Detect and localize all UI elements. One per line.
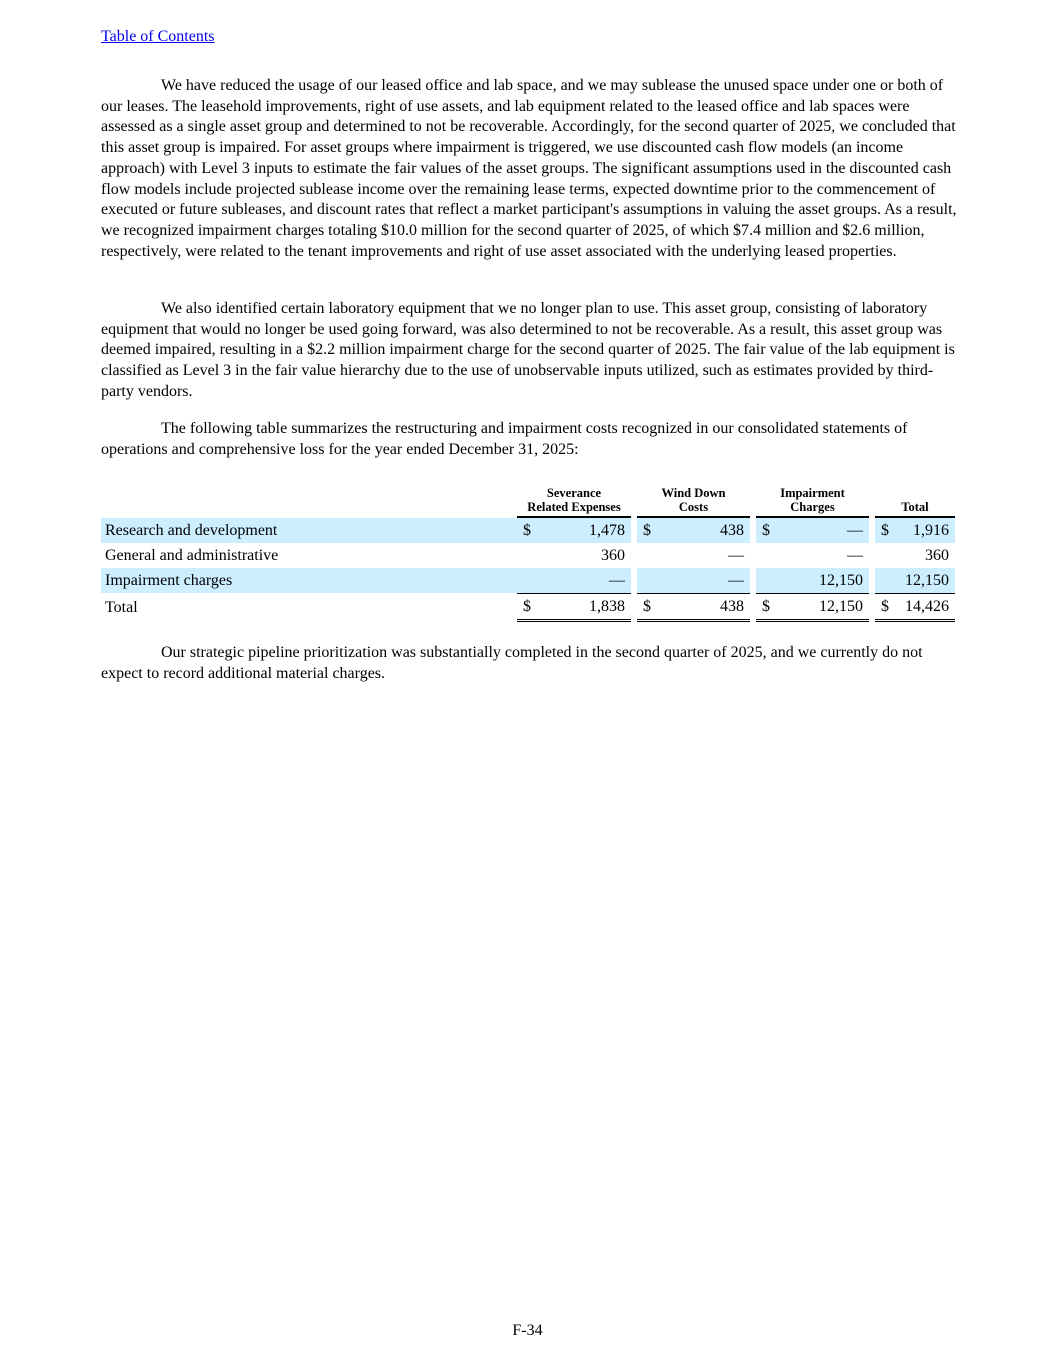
paragraph-lease-impairment bbox=[101, 76, 957, 262]
cell-impairment: — bbox=[847, 546, 863, 564]
currency-symbol bbox=[637, 543, 657, 568]
currency-symbol bbox=[875, 568, 895, 593]
cell-impairment: — bbox=[776, 518, 869, 543]
table-row-total bbox=[101, 593, 955, 622]
row-label: Impairment charges bbox=[101, 568, 517, 593]
column-header-impairment: Impairment Charges bbox=[756, 484, 869, 518]
currency-symbol: $ bbox=[637, 593, 657, 622]
cell-severance: — bbox=[537, 568, 631, 593]
cell-wind-down: — bbox=[657, 568, 750, 593]
currency-symbol: $ bbox=[637, 518, 657, 543]
cell-wind-down: 438 bbox=[657, 593, 750, 622]
currency-symbol: $ bbox=[517, 518, 537, 543]
cell-severance: 1,838 bbox=[537, 593, 631, 622]
currency-symbol: $ bbox=[875, 518, 895, 543]
restructuring-costs-table bbox=[101, 484, 955, 622]
currency-symbol bbox=[517, 543, 537, 568]
paragraph-text: We have reduced the usage of our leased office and lab space, and we may sublease the unused space under one or both of our leases. The leasehold improvements, right of use assets, and lab equipment related to the leased office and lab spaces were assessed as a single asset group and determined to not be recoverable. Accordingly, for the second quarter of 2025, we concluded that this asset group is impaired. For asset groups where impairment is triggered, we use discounted cash flow models (an income approach) with Level 3 inputs to estimate the fair values of the asset groups. The significant assumptions used in the discounted cash flow models include projected sublease income over the remaining lease terms, expected downtime prior to the commencement of executed or future subleases, and discount rates that reflect a market participant's assumptions in valuing the asset groups. As a result, we recognized impairment charges totaling $10.0 million for the second quarter of 2025, of which $7.4 million and $2.6 million, respectively, were related to the tenant improvements and right of use asset associated with the underlying leased properties. bbox=[101, 77, 957, 260]
table-row bbox=[101, 518, 955, 543]
currency-symbol bbox=[756, 568, 776, 593]
paragraph-text: Our strategic pipeline prioritization was substantially completed in the second quarter of 2025, and we currently do not expect to record additional material charges. bbox=[101, 644, 923, 682]
paragraph-table-intro bbox=[101, 419, 957, 460]
table-row bbox=[101, 543, 955, 568]
table-of-contents-link[interactable]: Table of Contents bbox=[101, 28, 215, 45]
cell-severance: 1,478 bbox=[537, 518, 631, 543]
currency-symbol bbox=[637, 568, 657, 593]
paragraph-text: The following table summarizes the restructuring and impairment costs recognized in our consolidated statements of operations and comprehensive loss for the year ended December 31, 2025: bbox=[101, 420, 908, 458]
row-label: Research and development bbox=[101, 518, 517, 543]
column-header-wind-down: Wind Down Costs bbox=[637, 484, 750, 518]
currency-symbol: $ bbox=[517, 593, 537, 622]
cell-impairment: 12,150 bbox=[776, 568, 869, 593]
cell-wind-down: 438 bbox=[657, 518, 750, 543]
table-row bbox=[101, 568, 955, 593]
row-label: Total bbox=[101, 593, 517, 622]
currency-symbol: $ bbox=[756, 593, 776, 622]
page-number: F-34 bbox=[512, 1322, 543, 1339]
paragraph-conclusion bbox=[101, 643, 957, 684]
header-spacer bbox=[101, 484, 517, 518]
cell-total: 360 bbox=[925, 546, 949, 564]
row-label: General and administrative bbox=[105, 546, 279, 564]
currency-symbol bbox=[756, 543, 776, 568]
currency-symbol bbox=[517, 568, 537, 593]
cell-impairment: 12,150 bbox=[776, 593, 869, 622]
paragraph-lab-equipment bbox=[101, 299, 957, 403]
column-header-severance: Severance Related Expenses bbox=[517, 484, 631, 518]
cell-wind-down: — bbox=[728, 546, 744, 564]
currency-symbol: $ bbox=[756, 518, 776, 543]
table-header-row bbox=[101, 484, 955, 518]
column-header-total: Total bbox=[875, 484, 955, 518]
currency-symbol: $ bbox=[875, 593, 895, 622]
currency-symbol bbox=[875, 543, 895, 568]
cell-severance: 360 bbox=[601, 546, 625, 564]
cell-total: 1,916 bbox=[895, 518, 955, 543]
cell-total: 14,426 bbox=[895, 593, 955, 622]
cell-total: 12,150 bbox=[895, 568, 955, 593]
paragraph-text: We also identified certain laboratory equipment that we no longer plan to use. This asset group, consisting of laboratory equipment that would no longer be used going forward, was also determined to not be recoverable. As a result, this asset group was deemed impaired, resulting in a $2.2 million impairment charge for the second quarter of 2025. The fair value of the lab equipment is classified as Level 3 in the fair value hierarchy due to the use of unobservable inputs utilized, such as estimates provided by third-party vendors. bbox=[101, 300, 955, 400]
